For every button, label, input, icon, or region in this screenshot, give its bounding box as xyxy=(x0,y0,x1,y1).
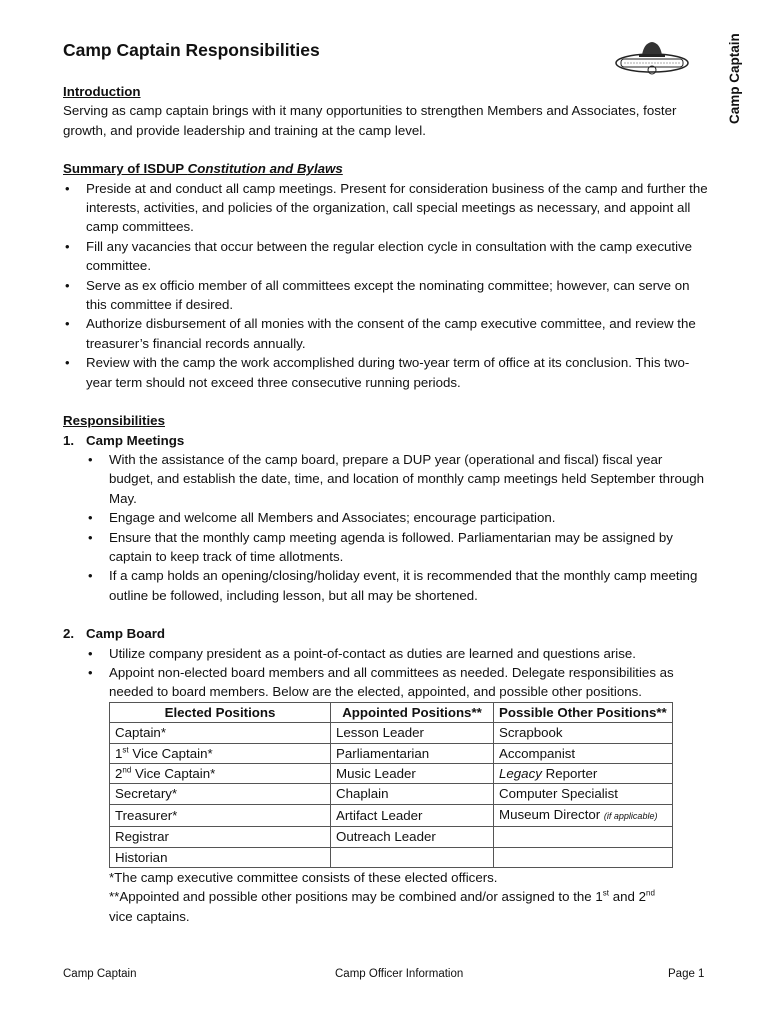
summary-list xyxy=(63,179,708,392)
table-cell: Registrar xyxy=(110,827,331,847)
side-tab-label: Camp Captain xyxy=(727,33,742,124)
footer-center: Camp Officer Information xyxy=(335,968,464,980)
table-cell xyxy=(331,847,494,867)
footer-left: Camp Captain xyxy=(63,968,137,980)
table-cell: Artifact Leader xyxy=(331,804,494,826)
table-cell xyxy=(494,847,673,867)
table-cell: Legacy Reporter xyxy=(494,764,673,784)
table-row xyxy=(110,847,673,867)
table-row xyxy=(110,743,673,763)
list-item: • Ensure that the monthly camp meeting agenda is followed. Parliamentarian may be assigned by captain to keep track of time allotments. xyxy=(86,528,708,567)
column-header: Elected Positions xyxy=(110,702,331,722)
table-row xyxy=(110,723,673,743)
positions-table xyxy=(109,702,673,868)
table-row xyxy=(110,784,673,804)
column-header: Appointed Positions** xyxy=(331,702,494,722)
list-item: • Appoint non-elected board members and all committees as needed. Delegate responsibilities as needed to board members. Below are the elected, appointed, and possible other positions. xyxy=(86,663,708,702)
table-cell xyxy=(494,827,673,847)
document-body xyxy=(63,82,708,926)
table-cell: Accompanist xyxy=(494,743,673,763)
list-item: • Engage and welcome all Members and Associates; encourage participation. xyxy=(86,508,708,527)
table-note-appointed: **Appointed and possible other positions may be combined and/or assigned to the 1st and 2nd vice captains. xyxy=(109,889,655,924)
table-header-row xyxy=(110,702,673,722)
table-cell: Secretary* xyxy=(110,784,331,804)
page-title: Camp Captain Responsibilities xyxy=(63,40,320,60)
table-note-elected: *The camp executive committee consists of these elected officers. xyxy=(109,870,498,886)
list-item: • Review with the camp the work accomplished during two-year term of office at its conclusion. This two-year term should not exceed three consecutive running periods. xyxy=(63,353,708,392)
section-camp-board: 2. Camp Board xyxy=(63,626,166,642)
table-cell: Music Leader xyxy=(331,764,494,784)
list-item: • Preside at and conduct all camp meetings. Present for consideration business of the camp and further the interests, activities, and policies of the organization, call special meetings as necessary, and appoint all camp committees. xyxy=(63,179,708,237)
table-cell: Treasurer* xyxy=(110,804,331,826)
table-cell: Historian xyxy=(110,847,331,867)
table-cell: Lesson Leader xyxy=(331,723,494,743)
table-cell: 1st Vice Captain* xyxy=(110,743,331,763)
intro-text: Serving as camp captain brings with it many opportunities to strengthen Members and Associates, foster growth, and provide leadership and training at the camp level. xyxy=(63,103,677,138)
column-header: Possible Other Positions** xyxy=(494,702,673,722)
dup-logo xyxy=(612,37,692,79)
list-item: • Utilize company president as a point-of-contact as duties are learned and questions arise. xyxy=(86,644,708,663)
responsibilities-heading: Responsibilities xyxy=(63,413,165,429)
summary-heading: Summary of ISDUP Constitution and Bylaws xyxy=(63,161,343,177)
list-item: • Fill any vacancies that occur between the regular election cycle in consultation with the camp executive committee. xyxy=(63,237,708,276)
table-cell: Museum Director (if applicable) xyxy=(494,804,673,826)
list-item: • Authorize disbursement of all monies with the consent of the camp executive committee, and review the treasurer’s financial records annually. xyxy=(63,314,708,353)
list-item: • Serve as ex officio member of all committees except the nominating committee; however, can serve on this committee if desired. xyxy=(63,276,708,315)
table-cell: Computer Specialist xyxy=(494,784,673,804)
section-camp-meetings: 1. Camp Meetings xyxy=(63,432,185,448)
table-cell: Parliamentarian xyxy=(331,743,494,763)
camp-meetings-list xyxy=(63,450,708,605)
table-cell: 2nd Vice Captain* xyxy=(110,764,331,784)
footer-page-number: Page 1 xyxy=(668,968,705,980)
table-row xyxy=(110,804,673,826)
table-row xyxy=(110,827,673,847)
table-row xyxy=(110,764,673,784)
table-cell: Chaplain xyxy=(331,784,494,804)
table-cell: Captain* xyxy=(110,723,331,743)
table-cell: Outreach Leader xyxy=(331,827,494,847)
list-item: • With the assistance of the camp board, prepare a DUP year (operational and fiscal) fiscal year budget, and establish the date, time, and location of monthly camp meetings held September through May. xyxy=(86,450,708,508)
list-item: • If a camp holds an opening/closing/holiday event, it is recommended that the monthly camp meeting outline be followed, including lesson, but all may be shortened. xyxy=(86,566,708,605)
intro-heading: Introduction xyxy=(63,84,141,99)
camp-board-list xyxy=(63,644,708,702)
table-cell: Scrapbook xyxy=(494,723,673,743)
